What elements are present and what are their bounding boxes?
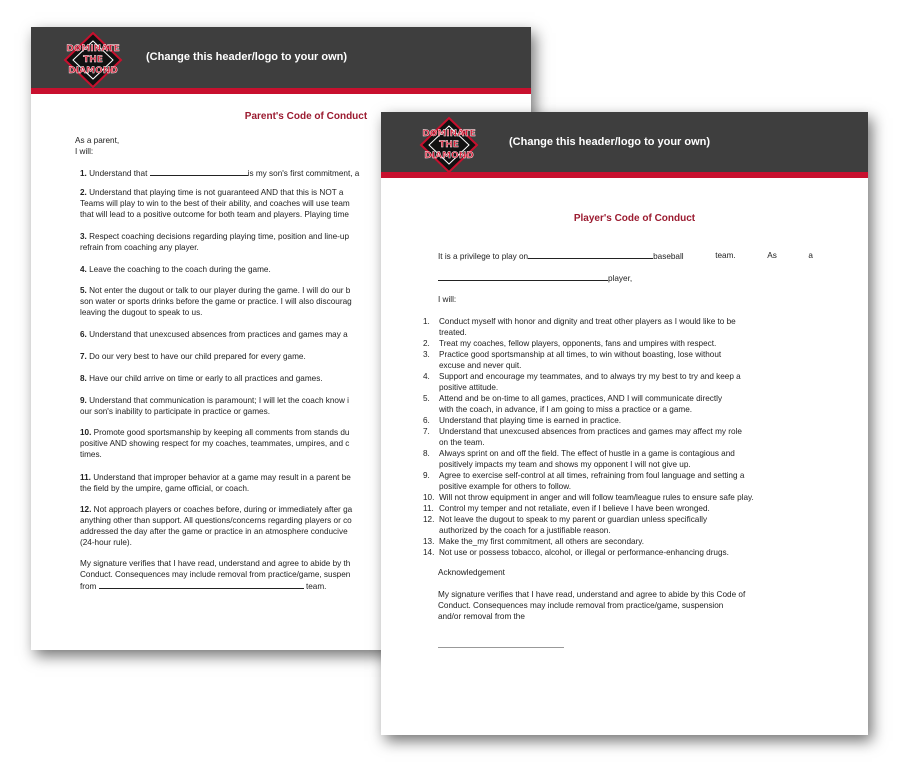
list-item: 1. Understand that is my son's first commitment, a [80, 169, 360, 178]
intro-text: As a parent, [75, 136, 120, 145]
list-item: 12. Not leave the dugout to speak to my parent or guardian unless specifically authorized by the coach for a justifiable reason. [423, 515, 708, 535]
list-item: 10. Will not throw equipment in anger and will follow team/league rules to ensure safe play. [423, 493, 754, 502]
header-text: (Change this header/logo to your own) [509, 136, 711, 148]
acknowledgement-heading: Acknowledgement [438, 568, 505, 577]
svg-text:DIAMOND: DIAMOND [424, 151, 474, 161]
svg-text:THE: THE [439, 140, 459, 150]
list-item: 9. Agree to exercise self-control at all times, refraining from foul language and setting a positive example for others to follow. [423, 471, 745, 491]
commitment-blank[interactable] [150, 167, 248, 176]
dominate-the-diamond-logo [61, 31, 125, 89]
list-item: 3. Practice good sportsmanship at all times, to win without boasting, lose without excuse and never quit. [423, 350, 722, 370]
list-item: 14. Not use or possess tobacco, alcohol, or illegal or performance-enhancing drugs. [423, 548, 729, 557]
team-blank[interactable] [528, 250, 653, 259]
dominate-the-diamond-logo [417, 116, 481, 174]
list-item: 2. Understand that playing time is not guaranteed AND that this is NOT a Teams will play to win to the best of their ability, and coaches will use team that will lead to a positive outcome for both team and players. Playing time [80, 188, 350, 219]
list-item: 2. Treat my coaches, fellow players, opponents, fans and umpires with respect. [423, 339, 717, 348]
header-text: (Change this header/logo to your own) [146, 51, 348, 63]
list-item: 8. Have our child arrive on time or early to all practices and games. [80, 374, 323, 383]
list-item: 9. Understand that communication is paramount; I will let the coach know i our son's inability to participate in practice or games. [80, 396, 349, 416]
list-item: 8. Always sprint on and off the field. The effect of hustle in a game is contagious and positively impacts my team and shows my opponent I will not give up. [423, 449, 735, 469]
list-item: 4. Leave the coaching to the coach during the game. [80, 265, 271, 274]
signature-text: My signature verifies that I have read, understand and agree to abide by this Code of Conduct. Consequences may include removal from practice/game, suspension and/or removal from the [438, 590, 746, 621]
list-item: 6. Understand that unexcused absences from practices and games may a [80, 330, 348, 339]
intro-line: It is a privilege to play on baseball team. As a [438, 251, 813, 261]
list-item: 13. Make the_my first commitment, all others are secondary. [423, 537, 645, 546]
player-line: player, [438, 272, 632, 284]
svg-text:THE: THE [83, 55, 103, 65]
signature-line[interactable] [438, 647, 564, 648]
svg-text:DIAMOND: DIAMOND [68, 66, 118, 76]
team-blank[interactable] [99, 580, 304, 589]
list-item: 5. Not enter the dugout or talk to our player during the game. I will do our b son water or sports drinks before the game or practice. I will also discourag leaving the dugout to speak to us. [80, 286, 352, 317]
svg-text:DOMINATE: DOMINATE [66, 44, 120, 54]
svg-text:DOMINATE: DOMINATE [422, 129, 476, 139]
page-title: Parent's Code of Conduct [244, 111, 368, 122]
list-item: 12. Not approach players or coaches before, during or immediately after ga anything other than support. All questions/concerns regarding players or co addressed the day after the game or practice in an atmosphere conducive (24-hour rule). [80, 505, 353, 547]
signature-text: My signature verifies that I have read, understand and agree to abide by th Conduct. Consequences may include removal from practice/game, suspen from team. [80, 559, 351, 591]
list-item: 5. Attend and be on-time to all games, practices, AND I will communicate directly with the coach, in advance, if I am going to miss a practice or a game. [423, 394, 723, 414]
intro-text: I will: [75, 147, 94, 156]
list-item: 4. Support and encourage my teammates, and to always try my best to try and keep a positive attitude. [423, 372, 741, 392]
page-header [381, 112, 868, 178]
list-item: 6. Understand that playing time is earned in practice. [423, 416, 622, 425]
position-blank[interactable] [438, 272, 608, 281]
page-header [31, 27, 531, 94]
list-item: 11. Control my temper and not retaliate, even if I believe I have been wronged. [423, 504, 710, 513]
list-item: 11. Understand that improper behavior at a game may result in a parent be the field by the umpire, game official, or coach. [80, 473, 351, 493]
page-title: Player's Code of Conduct [573, 213, 696, 224]
list-item: 3. Respect coaching decisions regarding playing time, position and line-up refrain from coaching any player. [80, 232, 350, 252]
i-will: I will: [438, 295, 457, 304]
list-item: 7. Understand that unexcused absences from practices and games may affect my role on the team. [423, 427, 742, 447]
player-code-of-conduct-page [381, 112, 868, 735]
list-item: 7. Do our very best to have our child prepared for every game. [80, 352, 306, 361]
list-item: 1. Conduct myself with honor and dignity and treat other players as I would like to be treated. [423, 317, 736, 337]
list-item: 10. Promote good sportsmanship by keeping all comments from stands du positive AND showing respect for my coaches, teammates, umpires, and c times. [80, 428, 350, 459]
